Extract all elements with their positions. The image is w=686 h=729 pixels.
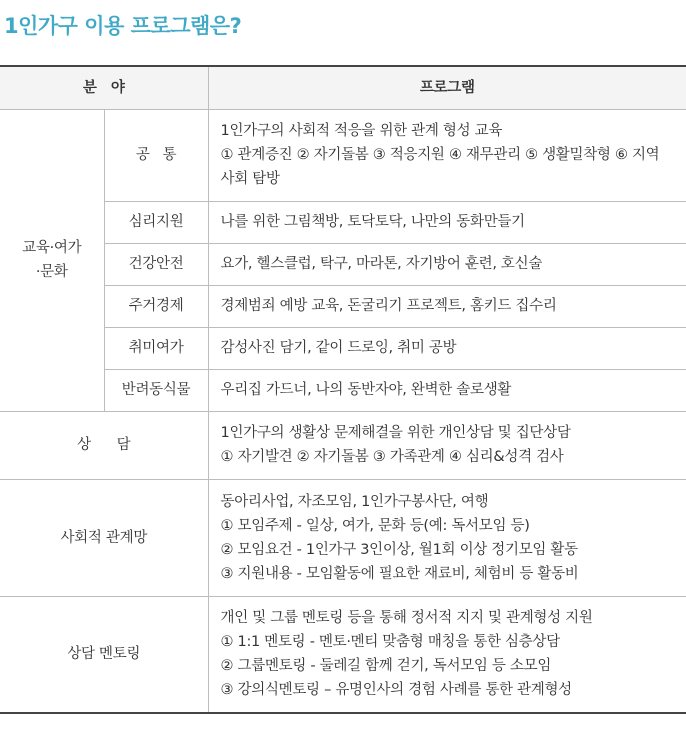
desc-line: 감성사진 담기, 같이 드로잉, 취미 공방	[220, 340, 457, 356]
table-row	[0, 109, 686, 201]
desc-line: ① 관계증진 ② 자기돌봄 ③ 적응지원 ④ 재무관리 ⑤ 생활밀착형 ⑥ 지역사회 탐방	[220, 147, 660, 187]
program-desc-psychology	[208, 201, 686, 243]
subcategory-health: 건강안전	[104, 243, 208, 285]
desc-line: ① 1:1 멘토링 - 멘토·멘티 맞춤형 매칭을 통한 심층상담	[220, 634, 560, 651]
header-program: 프로그램	[208, 66, 686, 109]
category-education	[0, 109, 104, 411]
desc-line: 요가, 헬스클럽, 탁구, 마라톤, 자기방어 훈련, 호신술	[220, 256, 543, 272]
desc-line: 개인 및 그룹 멘토링 등을 통해 정서적 지지 및 관계형성 지원	[220, 610, 593, 627]
category-label-line1: 교육·여가	[22, 240, 82, 256]
subcategory-hobby: 취미여가	[104, 327, 208, 369]
category-counseling: 상 담	[0, 411, 208, 479]
table-row	[0, 411, 686, 479]
subcategory-housing: 주거경제	[104, 285, 208, 327]
page-title: 1인가구 이용 프로그램은?	[4, 14, 242, 38]
program-table	[0, 65, 686, 714]
category-mentoring: 상담 멘토링	[0, 596, 208, 713]
category-social-network: 사회적 관계망	[0, 479, 208, 596]
desc-line: 우리집 가드너, 나의 동반자야, 완벽한 솔로생활	[220, 382, 512, 398]
program-desc-social-network	[208, 479, 686, 596]
desc-line: ③ 강의식멘토링 – 유명인사의 경험 사례를 통한 관계형성	[220, 682, 572, 699]
category-label-line2: ·문화	[35, 264, 68, 280]
table-header-row	[0, 66, 686, 109]
program-desc-pets-plants	[208, 369, 686, 411]
subcategory-common: 공 통	[104, 109, 208, 201]
subcategory-pets-plants: 반려동식물	[104, 369, 208, 411]
desc-line: 1인가구의 사회적 적응을 위한 관계 형성 교육	[220, 123, 503, 139]
program-desc-counseling	[208, 411, 686, 479]
desc-line: ② 그룹멘토링 - 둘레길 함께 걷기, 독서모임 등 소모임	[220, 658, 552, 675]
desc-line: ① 자기발견 ② 자기돌봄 ③ 가족관계 ④ 심리&성격 검사	[220, 449, 564, 465]
desc-line: ② 모임요건 - 1인가구 3인이상, 월1회 이상 정기모임 활동	[220, 541, 578, 558]
desc-line: ③ 지원내용 - 모임활동에 필요한 재료비, 체험비 등 활동비	[220, 565, 579, 582]
table-row	[0, 479, 686, 596]
desc-line: ① 모임주제 - 일상, 여가, 문화 등(예: 독서모임 등)	[220, 517, 530, 534]
subcategory-psychology: 심리지원	[104, 201, 208, 243]
program-desc-common	[208, 109, 686, 201]
program-desc-housing	[208, 285, 686, 327]
desc-line: 1인가구의 생활상 문제해결을 위한 개인상담 및 집단상담	[220, 425, 571, 441]
program-desc-mentoring	[208, 596, 686, 713]
table-row	[0, 596, 686, 713]
desc-line: 경제범죄 예방 교육, 돈굴리기 프로젝트, 홈키드 집수리	[220, 298, 557, 314]
program-desc-health	[208, 243, 686, 285]
desc-line: 나를 위한 그림책방, 토닥토닥, 나만의 동화만들기	[220, 214, 525, 230]
desc-line: 동아리사업, 자조모임, 1인가구봉사단, 여행	[220, 493, 489, 510]
program-desc-hobby	[208, 327, 686, 369]
header-field: 분 야	[0, 66, 208, 109]
